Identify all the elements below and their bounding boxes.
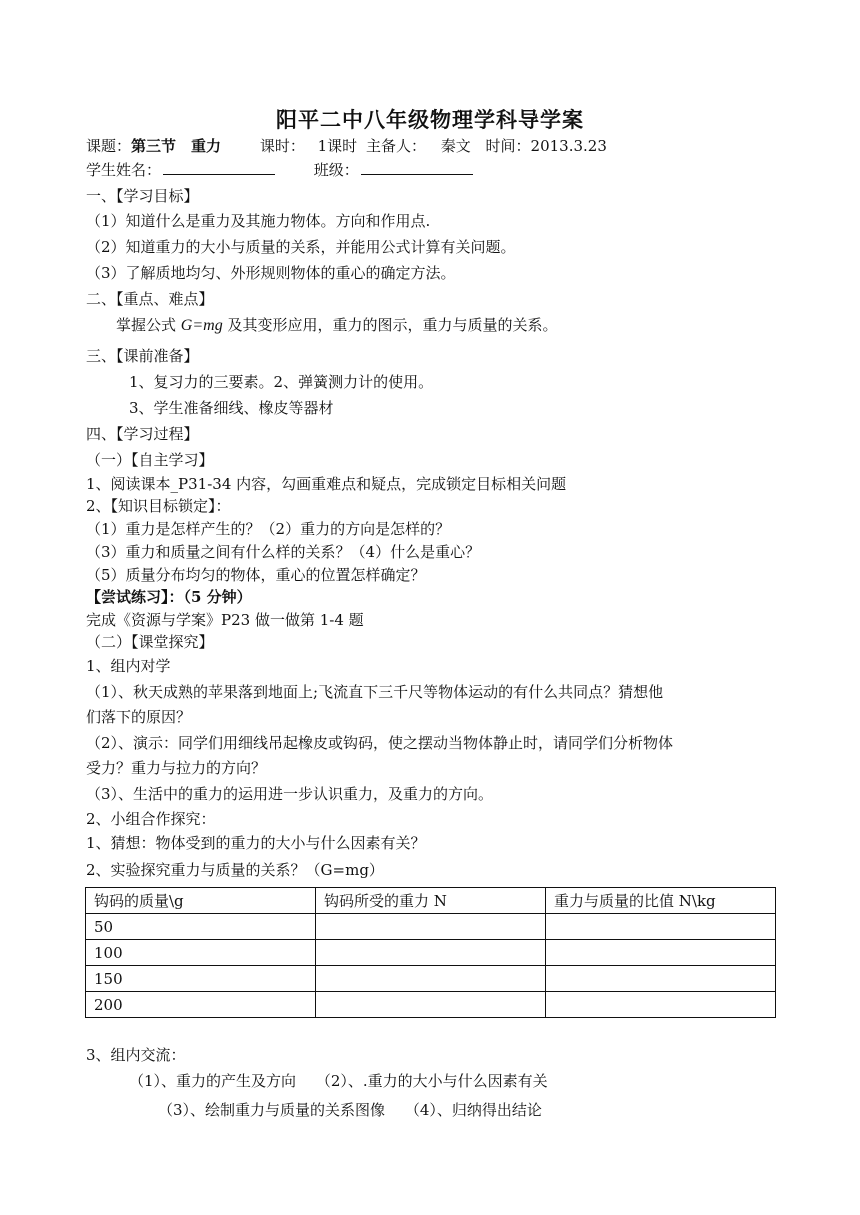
subsection-inquiry: （二）【课堂探究】 [86, 633, 214, 651]
preparer-label: 主备人： [365, 137, 426, 155]
time-label: 时间： [485, 137, 531, 155]
ratio-cell[interactable] [546, 914, 776, 940]
subsection-self-study: （一）【自主学习】 [86, 451, 214, 469]
table-row [86, 914, 776, 940]
class-label: 班级： [313, 161, 359, 179]
info-line [86, 136, 607, 156]
gravity-cell[interactable] [316, 966, 546, 992]
class-field[interactable] [361, 160, 473, 175]
guess-line: 1、猜想：物体受到的重力的大小与什么因素有关？ [86, 834, 426, 852]
exchange-line: （1）、重力的产生及方向 （2）、.重力的大小与什么因素有关 [129, 1072, 548, 1090]
experiment-table [85, 887, 776, 1018]
exchange-line: （3）、绘制重力与质量的关系图像 （4）、归纳得出结论 [158, 1101, 542, 1119]
knowledge-lock-heading: 2、【知识目标锁定】： [86, 497, 231, 515]
inquiry-question-cont: 们落下的原因？ [86, 708, 192, 726]
formula: G=mg [180, 317, 223, 334]
student-line [86, 160, 473, 180]
document-title: 阳平二中八年级物理学科导学案 [276, 107, 584, 132]
goal-item: （3）了解质地均匀、外形规则物体的重心的确定方法。 [86, 264, 456, 282]
goal-item: （2）知道重力的大小与质量的关系，并能用公式计算有关问题。 [86, 238, 516, 256]
table-header-cell: 钩码所受的重力 N [316, 888, 546, 914]
keypoints-post: 及其变形应用，重力的图示，重力与质量的关系。 [222, 316, 558, 334]
hours-label: 课时： [259, 137, 305, 155]
section-heading-goals: 一、【学习目标】 [86, 187, 199, 205]
practice-text: 完成《资源与学案》P23 做一做第 1-4 题 [86, 611, 364, 629]
gravity-cell[interactable] [316, 940, 546, 966]
mass-cell: 150 [86, 966, 316, 992]
ratio-cell[interactable] [546, 966, 776, 992]
student-name-label: 学生姓名： [86, 161, 162, 179]
question-line: （1）重力是怎样产生的？（2）重力的方向是怎样的？ [86, 520, 451, 538]
gravity-cell[interactable] [316, 914, 546, 940]
ratio-cell[interactable] [546, 992, 776, 1018]
student-name-field[interactable] [163, 160, 275, 175]
keypoints-text [116, 315, 557, 336]
table-row [86, 992, 776, 1018]
gravity-cell[interactable] [316, 992, 546, 1018]
question-line: （3）重力和质量之间有什么样的关系？（4）什么是重心？ [86, 543, 481, 561]
mass-cell: 50 [86, 914, 316, 940]
read-instruction: 1、阅读课本_P31-34 内容，勾画重难点和疑点，完成锁定目标相关问题 [86, 475, 567, 493]
inquiry-question-cont: 受力？重力与拉力的方向？ [86, 759, 267, 777]
question-line: （5）质量分布均匀的物体，重心的位置怎样确定？ [86, 566, 426, 584]
goal-item: （1）知道什么是重力及其施力物体。方向和作用点. [86, 212, 431, 230]
mass-cell: 100 [86, 940, 316, 966]
table-header-cell: 重力与质量的比值 N\kg [546, 888, 776, 914]
hours-value: 1课时 [317, 137, 358, 155]
topic-label: 课题： [86, 137, 132, 155]
group-study-heading: 1、组内对学 [86, 657, 171, 675]
experiment-line: 2、实验探究重力与质量的关系？（G=mg） [86, 861, 384, 879]
ratio-cell[interactable] [546, 940, 776, 966]
topic-value: 第三节 重力 [131, 137, 222, 155]
coop-heading: 2、小组合作探究： [86, 810, 216, 828]
section-heading-keypoints: 二、【重点、难点】 [86, 290, 214, 308]
table-row [86, 940, 776, 966]
mass-cell: 200 [86, 992, 316, 1018]
table-header-row [86, 888, 776, 914]
prep-item: 3、学生准备细线、橡皮等器材 [129, 399, 334, 417]
table-header-cell: 钩码的质量\g [86, 888, 316, 914]
section-heading-prep: 三、【课前准备】 [86, 347, 199, 365]
keypoints-pre: 掌握公式 [116, 316, 181, 334]
preparer-value: 秦文 [440, 137, 471, 155]
practice-heading: 【尝试练习】：（5 分钟） [86, 588, 252, 606]
time-value: 2013.3.23 [530, 137, 607, 155]
inquiry-question: （3）、生活中的重力的运用进一步认识重力，及重力的方向。 [86, 785, 494, 803]
section-heading-process: 四、【学习过程】 [86, 425, 199, 443]
prep-item: 1、复习力的三要素。2、弹簧测力计的使用。 [129, 373, 434, 391]
inquiry-question: （2）、演示：同学们用细线吊起橡皮或钩码，使之摆动当物体静止时，请同学们分析物体 [86, 734, 674, 752]
table-row [86, 966, 776, 992]
exchange-heading: 3、组内交流： [86, 1046, 186, 1064]
inquiry-question: （1）、秋天成熟的苹果落到地面上;飞流直下三千尺等物体运动的有什么共同点？猜想他 [86, 683, 664, 701]
